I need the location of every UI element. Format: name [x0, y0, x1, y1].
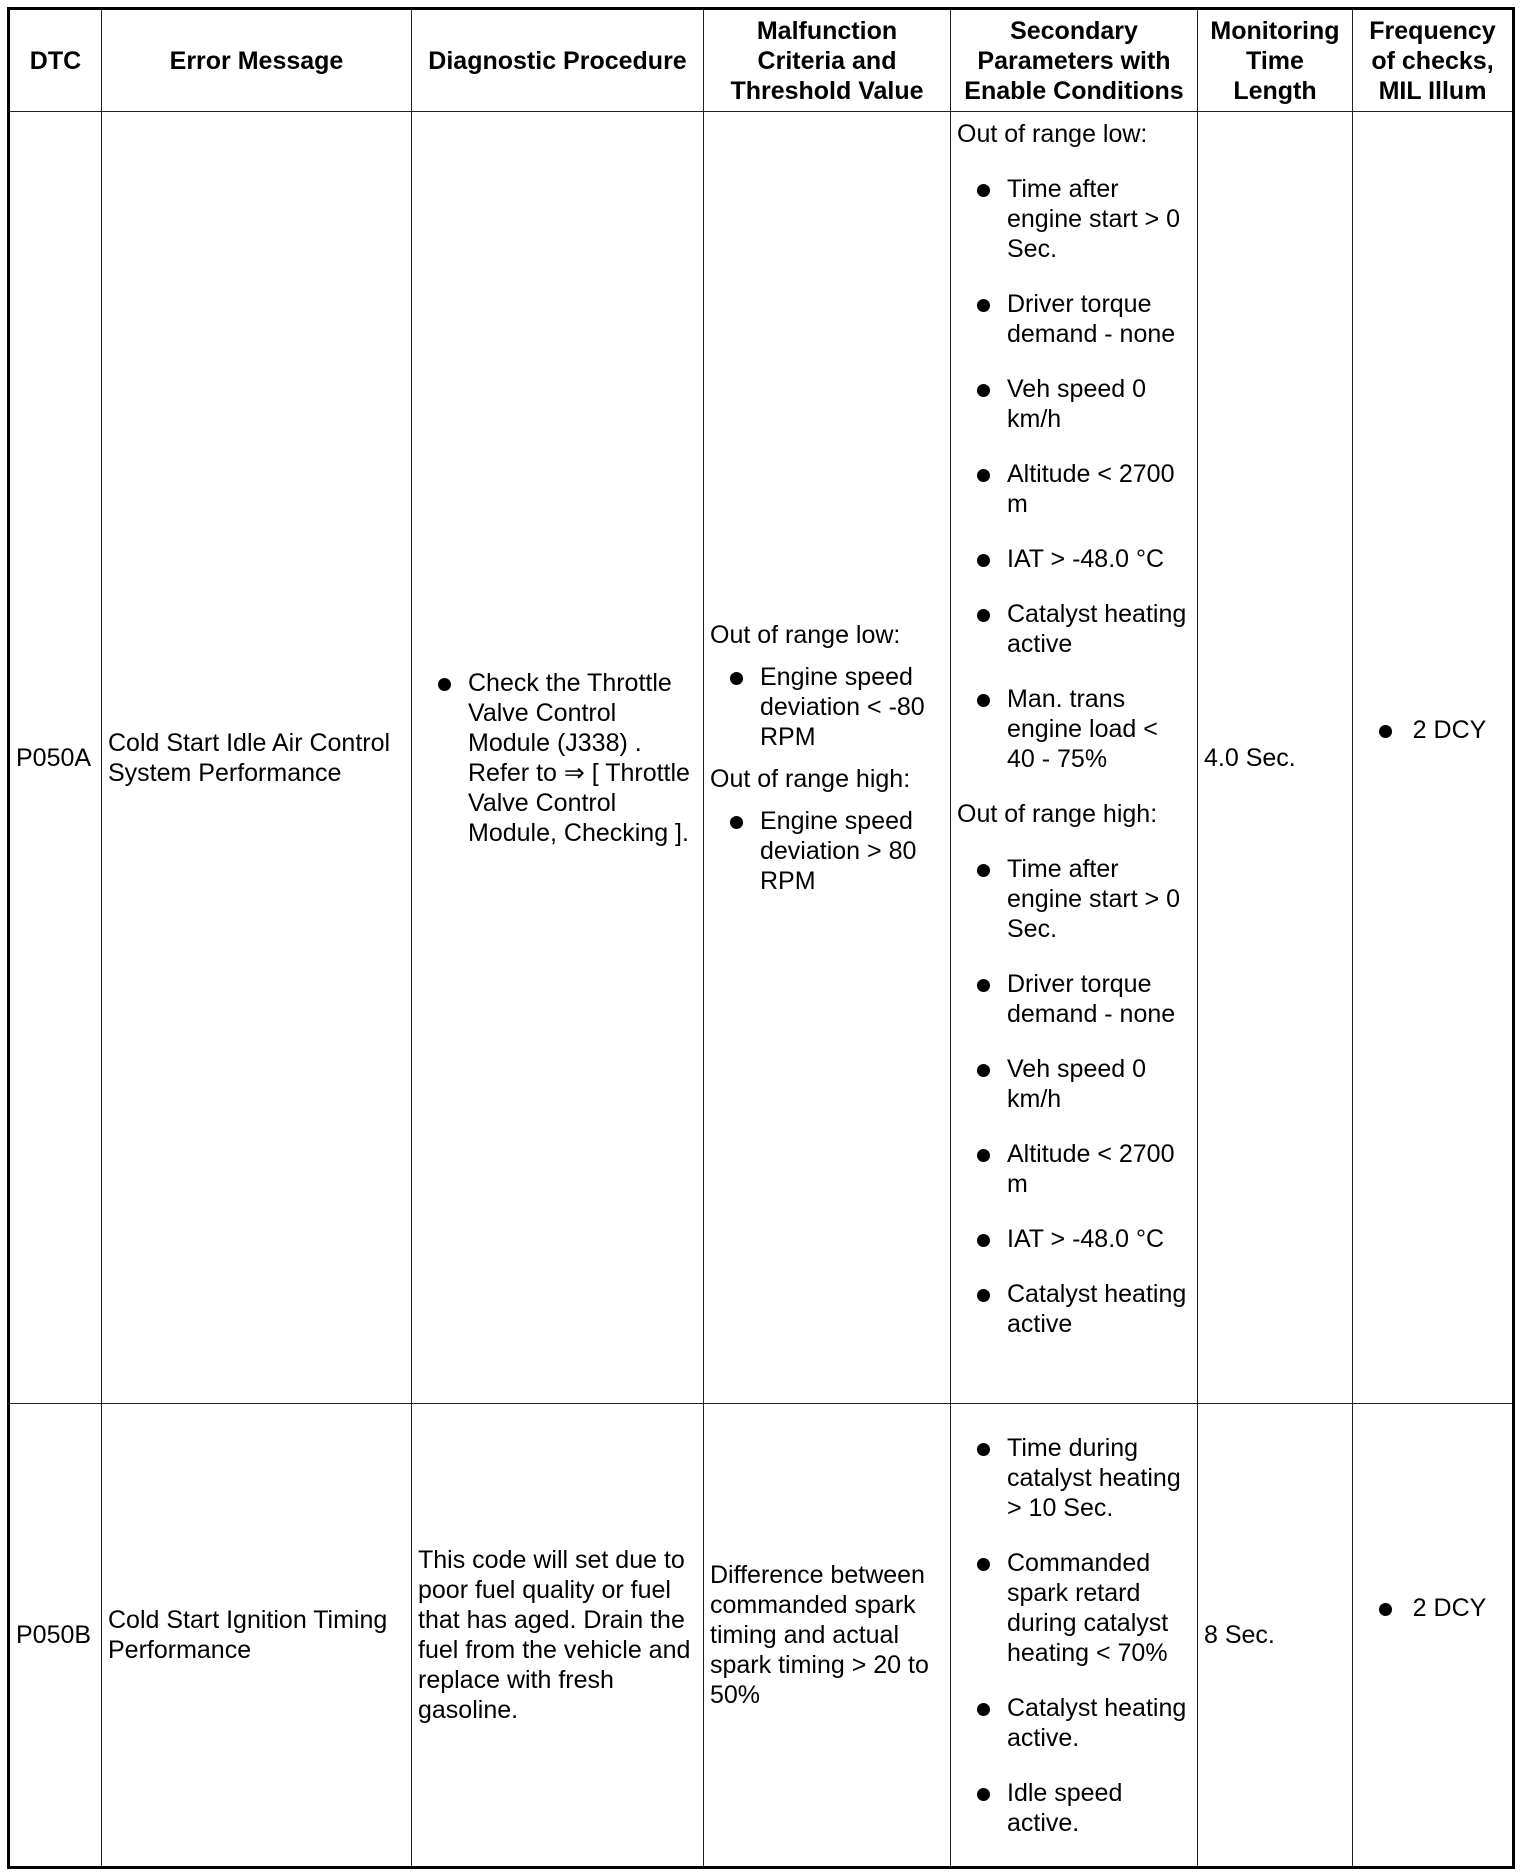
- list-item: IAT > -48.0 °C: [957, 544, 1191, 574]
- list-item: Catalyst heating active: [957, 599, 1191, 659]
- frequency-value: 2 DCY: [1379, 1594, 1487, 1622]
- list-item: Driver torque demand - none: [957, 969, 1191, 1029]
- diagnostic-procedure-cell: [412, 112, 704, 1404]
- out-of-range-low-label: Out of range low:: [710, 620, 901, 649]
- list-item: Time after engine start > 0 Sec.: [957, 854, 1191, 944]
- list-item: Driver torque demand - none: [957, 289, 1191, 349]
- frequency-cell: [1353, 112, 1514, 1404]
- table-row: [9, 112, 1514, 1404]
- list-item: Engine speed deviation < -80 RPM: [710, 662, 944, 752]
- dtc-cell: P050A: [9, 112, 102, 1404]
- header-secondary-parameters: Secondary Parameters with Enable Conditions: [951, 9, 1198, 112]
- list-item: Catalyst heating active.: [957, 1693, 1191, 1753]
- header-malfunction-criteria: Malfunction Criteria and Threshold Value: [704, 9, 951, 112]
- secondary-parameters-cell: [951, 1404, 1198, 1868]
- header-diagnostic-procedure: Diagnostic Procedure: [412, 9, 704, 112]
- out-of-range-high-label: Out of range high:: [710, 764, 911, 793]
- list-item: Veh speed 0 km/h: [957, 374, 1191, 434]
- header-dtc: DTC: [9, 9, 102, 112]
- out-of-range-low-label: Out of range low:: [957, 120, 1148, 148]
- header-monitoring-time: Monitoring Time Length: [1198, 9, 1353, 112]
- procedure-bullet: Check the Throttle Valve Control Module (J338) . Refer to ⇒ [ Throttle Valve Control Module, Checking ].: [418, 668, 697, 848]
- frequency-cell: [1353, 1404, 1514, 1868]
- header-error-message: Error Message: [102, 9, 412, 112]
- list-item: IAT > -48.0 °C: [957, 1224, 1191, 1254]
- header-frequency: Frequency of checks, MIL Illum: [1353, 9, 1514, 112]
- out-of-range-high-label: Out of range high:: [957, 800, 1158, 828]
- monitoring-time-cell: 4.0 Sec.: [1198, 112, 1353, 1404]
- list-item: Veh speed 0 km/h: [957, 1054, 1191, 1114]
- dtc-cell: P050B: [9, 1404, 102, 1868]
- list-item: Engine speed deviation > 80 RPM: [710, 806, 944, 896]
- list-item: Altitude < 2700 m: [957, 1139, 1191, 1199]
- list-item: Idle speed active.: [957, 1778, 1191, 1838]
- header-row: [9, 9, 1514, 112]
- frequency-value: 2 DCY: [1379, 716, 1487, 744]
- diagnostic-procedure-cell: This code will set due to poor fuel quality or fuel that has aged. Drain the fuel from the vehicle and replace with fresh gasoline.: [412, 1404, 704, 1868]
- dtc-table: [7, 7, 1515, 1869]
- malfunction-criteria-cell: [704, 112, 951, 1404]
- list-item: Altitude < 2700 m: [957, 459, 1191, 519]
- list-item: Time during catalyst heating > 10 Sec.: [957, 1433, 1191, 1523]
- list-item: Catalyst heating active: [957, 1279, 1191, 1339]
- error-message-cell: Cold Start Ignition Timing Performance: [102, 1404, 412, 1868]
- table-row: [9, 1404, 1514, 1868]
- error-message-cell: Cold Start Idle Air Control System Performance: [102, 112, 412, 1404]
- list-item: Man. trans engine load < 40 - 75%: [957, 684, 1191, 774]
- list-item: Time after engine start > 0 Sec.: [957, 174, 1191, 264]
- malfunction-criteria-cell: Difference between commanded spark timing and actual spark timing > 20 to 50%: [704, 1404, 951, 1868]
- list-item: Commanded spark retard during catalyst heating < 70%: [957, 1548, 1191, 1668]
- monitoring-time-cell: 8 Sec.: [1198, 1404, 1353, 1868]
- secondary-parameters-cell: [951, 112, 1198, 1404]
